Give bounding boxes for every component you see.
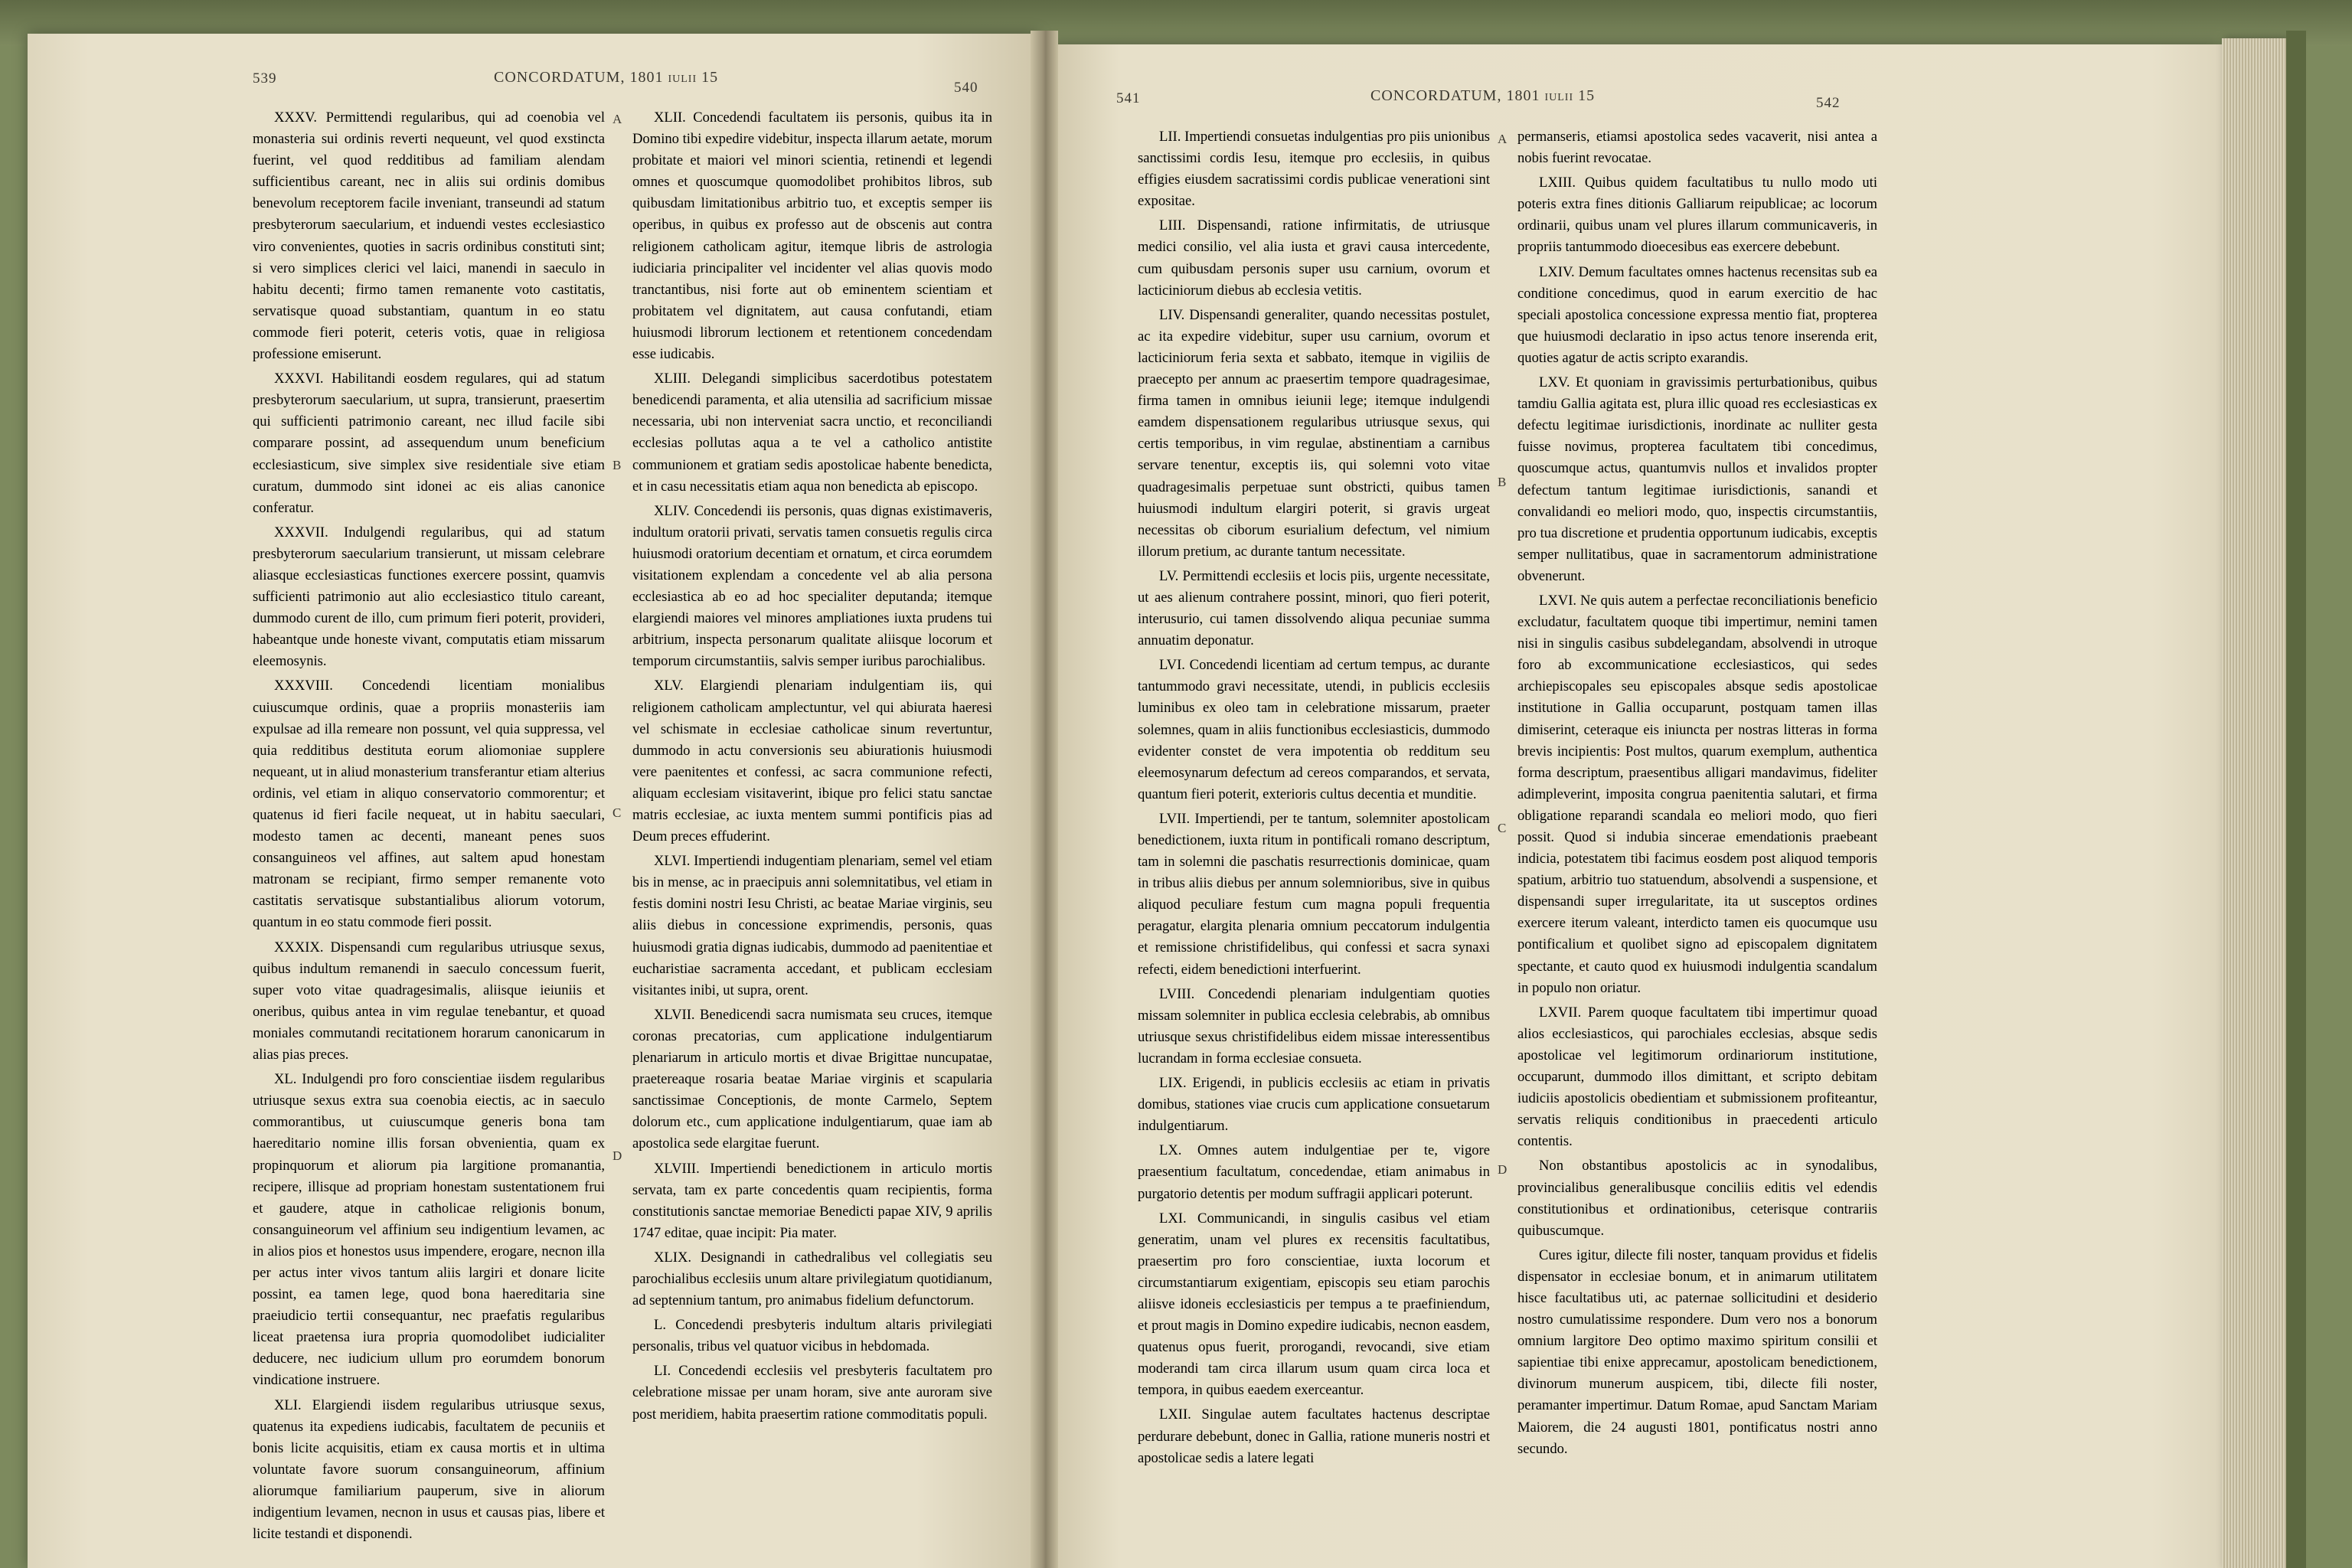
article-paragraph: XLVII. Benedicendi sacra numismata seu cruces, itemque coronas precatorias, cum applicatione indulgentiarum plenariarum in articulo mortis et divae Brigittae nuncupatae, praetereaque rosaria beatae Mariae virginis et scapularia sanctissimae Conceptionis, de monte Carmelo, Septem dolorum etc., cum applicatione indulgentiarum, quae iam ab apostolica sede elargitae fuerunt.: [632, 1006, 992, 1152]
article-paragraph: LXI. Communicandi, in singulis casibus vel etiam generatim, unam vel plures ex recensitis facultatibus, praesertim pro foro conscientiae, iuxta locorum et circumstantiarum exigentiam, episcopis seu etiam parochis aliisve idoneis ecclesiasticis per tempus a te praefiniendum, et prout magis in Domino expedire iudicabis, necnon easdem, quatenus opus fuerit, prorogandi, revocandi, sive etiam moderandi tam circa illarum usum quam circa loca et tempora, in quibus eaedem exerceantur.: [1138, 1210, 1490, 1399]
article-paragraph: XXXVI. Habilitandi eosdem regulares, qui ad statum presbyterorum saecularium, ut supra, transierunt, praesertim qui sufficienti patrimonio careant, nec illud facile sibi comparare possint, ad assequendum unum beneficium ecclesiasticum, sive simplex sive residentiale sive etiam curatum, dummodo sint idonei ac eis alias canonice conferatur.: [253, 371, 605, 516]
right-page-column-2: [1517, 126, 1877, 1516]
page-fore-edge: [2222, 38, 2286, 1568]
article-paragraph: XLIX. Designandi in cathedralibus vel collegiatis seu parochialibus ecclesiis unum altare privilegiatum quotidianum, ad septennium tantum, pro animabus fidelium defunctorum.: [632, 1249, 992, 1309]
page-number-541: 541: [1116, 90, 1141, 106]
running-title-left: CONCORDATUM, 1801 iulii 15: [494, 69, 719, 86]
article-paragraph: LVI. Concedendi licentiam ad certum tempus, ac durante tantummodo gravi necessitate, utendi, in publicis ecclesiis luminibus ex oleo tam in celebratione missarum, praeter solemnes, quam in aliis functionibus ecclesiasticis, dummodo evidenter constet de vera impotentia ob redditum seu eleemosynarum defectum ad cereos comparandos, et servata, quantum fieri poterit, exterioris cultus decentia et munditie.: [1138, 657, 1490, 802]
article-paragraph: XLIII. Delegandi simplicibus sacerdotibus potestatem benedicendi paramenta, et alia utensilia ad sacrificium missae necessaria, ubi non interveniat sacra unctio, et reconciliandi ecclesias pollutas aqua a te vel a catholico antistite communionem et gratiam sedis apostolicae habente benedicta, et in casu necessitatis etiam aqua non benedicta ab episcopo.: [632, 371, 992, 495]
article-paragraph: XLIV. Concedendi iis personis, quas dignas existimaveris, indultum oratorii privati, servatis tamen consuetis regulis circa huiusmodi oratorium decentiam et ornatum, et circa eorumdem visitationem explendam a concedente vel ab alia persona ecclesiastica ab eo ad hoc specialiter deputanda; itemque elargiendi maiores vel minores ampliationes iuxta prudens tui arbitrium, inspecta personarum qualitate aliisque locorum et temporum circumstantiis, salvis semper iuribus parochialibus.: [632, 502, 992, 670]
page-number-542: 542: [1816, 95, 1841, 111]
article-paragraph: LX. Omnes autem indulgentiae per te, vigore praesentium facultatum, concedendae, etiam animabus in purgatorio detentis per modum suffragii applicari poterunt.: [1138, 1142, 1490, 1202]
right-page-column-1: [1138, 126, 1490, 1516]
left-page-column-2: [632, 107, 992, 1516]
article-paragraph: LXVII. Parem quoque facultatem tibi impertimur quoad alios ecclesiasticos, qui parochiales ecclesias, absque sedis apostolicae vel legitimorum ordinariorum institutione, occuparunt, dummodo illos dimittant, et scripto debitam iudiciis apostolicis obedientiam et submissionem profiteantur, servatis reliquis conditionibus in praecedenti articulo contentis.: [1517, 1004, 1877, 1150]
article-paragraph: XLVIII. Impertiendi benedictionem in articulo mortis servata, tam ex parte concedentis quam recipientis, forma constitutionis sanctae memoriae Benedicti papae XIV, 9 aprilis 1747 editae, quae incipit: Pia mater.: [632, 1160, 992, 1241]
margin-letter-d-left: D: [612, 1148, 622, 1163]
article-paragraph-continued: permanseris, etiamsi apostolica sedes vacaverit, nisi antea a nobis fuerint revocatae.: [1517, 129, 1877, 167]
article-paragraph: LIII. Dispensandi, ratione infirmitatis, de utriusque medici consilio, vel alia iusta et gravi causa intercedente, cum quibusdam personis super usu carnium, ovorum et lacticiniorum diebus ab ecclesia vetitis.: [1138, 217, 1490, 299]
article-paragraph: LIX. Erigendi, in publicis ecclesiis ac etiam in privatis domibus, stationes viae crucis cum applicatione consuetarum indulgentiarum.: [1138, 1075, 1490, 1135]
article-paragraph: XXXIX. Dispensandi cum regularibus utriusque sexus, quibus indultum remanendi in saeculo concessum fuerit, super voto vitae quadragesimalis, aliisque ieiuniis et oneribus, quibus antea in vim regulae tenebantur, et quoad moniales commutandi recitationem horarum canonicarum in alias pias preces.: [253, 939, 605, 1063]
article-paragraph: LII. Impertiendi consuetas indulgentias pro piis unionibus sanctissimi cordis Iesu, itemque pro ecclesiis, in quibus effigies eiusdem sacratissimi cordis publicae venerationi sint expositae.: [1138, 129, 1490, 210]
article-paragraph: XXXVIII. Concedendi licentiam monialibus cuiuscumque ordinis, quae a propriis monasteriis iam expulsae ad illa remeare non possunt, vel quia suppressa, vel quia redditibus destituta eorum aliomoniae supplere nequeant, ut in aliud monasterium transferantur etiam alterius ordinis, vel etiam in aliquo conservatorio commorentur; et quatenus id fieri facile nequeat, ut in habitu saeculari, modesto tamen ac decenti, maneant penes suos consanguineos vel affines, aut saltem apud honestam matronam se recipiant, firmo semper remanente voto castitatis servatisque substantialibus aliorum votorum, quantum in eo statu commode fieri possit.: [253, 678, 605, 931]
margin-letter-c-left: C: [612, 805, 622, 820]
article-paragraph: XLVI. Impertiendi indugentiam plenariam, semel vel etiam bis in mense, ac in praecipuis anni solemnitatibus, vel etiam in festis domini nostri Iesu Christi, ac beatae Mariae virginis, seu aliis diebus in concessione exprimendis, personis, quas huiusmodi gratia dignas iudicabis, dummodo ad paenitentiae et eucharistiae sacramenta accedant, et publicam ecclesiam visitantes inibi, ut supra, orent.: [632, 853, 992, 998]
page-number-539: 539: [253, 70, 277, 87]
margin-letter-b-left: B: [612, 458, 622, 472]
margin-letter-d-right: D: [1498, 1162, 1508, 1177]
article-paragraph: XLI. Elargiendi iisdem regularibus utriusque sexus, quatenus ita expediens iudicabis, facultatem de pecuniis et bonis licite acquisitis, etiam ex causa mortis et in ultima voluntate favore suorum consanguineorum, affinium aliorumque familiarium pauperum, sive in aliorum indigentium levamen, necnon in usus et causas pias, libere et licite testandi et disponendi.: [253, 1396, 605, 1543]
margin-letter-a-right: A: [1498, 132, 1508, 146]
margin-letter-b-right: B: [1498, 475, 1507, 489]
article-paragraph: Cures igitur, dilecte fili noster, tanquam providus et fidelis dispensator in ecclesiae bonum, et in animarum utilitatem hisce facultatibus uti, ac paternae sollicitudini et desiderio nostro cumulatissime respondere. Dum vero nos a bonorum omnium largitore Deo optimo maximo spiritum consilii et sapientiae tibi enixe apprecamur, apostolicam benedictionem, divinorum munerum auspicem, tibi, dilecte fili noster, peramanter impertimur. Datum Romae, apud Sanctam Mariam Maiorem, die 24 augusti 1801, pontificatus nostri anno secundo.: [1517, 1246, 1877, 1457]
book-gutter: [1031, 31, 1058, 1568]
article-paragraph: LVII. Impertiendi, per te tantum, solemniter apostolicam benedictionem, iuxta ritum in pontificali romano descriptum, tam in solemni die paschatis resurrectionis dominicae, quam in tribus aliis diebus per annum solemnioribus, sive in quibus aliquod peculiare festum cum magna populi frequentia peragatur, elargita plenaria omnium peccatorum indulgentia et remissione christifidelibus, qui confessi et sacra synaxi refecti, eidem benedictioni interfuerint.: [1138, 810, 1490, 978]
book-cover-edge: [2286, 31, 2306, 1568]
article-paragraph: LVIII. Concedendi plenariam indulgentiam quoties missam solemniter in publica ecclesia celebrabis, ab omnibus utriusque sexus christifidelibus eidem missae interessentibus lucrandam in forma ecclesiae consueta.: [1138, 985, 1490, 1067]
article-paragraph: LXII. Singulae autem facultates hactenus descriptae perdurare debebunt, donec in Gallia, ratione muneris nostri et apostolicae sedis a latere legati: [1138, 1406, 1490, 1466]
left-page-column-1: [253, 107, 605, 1543]
article-paragraph: LIV. Dispensandi generaliter, quando necessitas postulet, ac ita expedire videbitur, super usu carnium, ovorum et lacticiniorum feria sexta et sabbato, itemque in vigiliis de praecepto per annum ac praesertim tempore quadragesimae, firma tamen in omnibus ieiunii lege; itemque indulgendi eamdem dispensationem regularibus utriusque sexus, qui certis temporibus, in vim regulae, abstinentiam a carnibus servare tenentur, exceptis iis, qui solemni voto vitae quadragesimalis perpetuae sunt obstricti, quibus tamen huiusmodi indultum elargiri poterit, si gravis urgeat necessitas ob ciborum esurialium defectum, vel nimium illorum pretium, ac durante tantum necessitate.: [1138, 306, 1490, 560]
running-title-right: CONCORDATUM, 1801 iulii 15: [1370, 87, 1596, 104]
article-paragraph: LI. Concedendi ecclesiis vel presbyteris facultatem pro celebratione missae per unam horam, sive ante auroram sive post meridiem, habita praesertim ratione commoditatis populi.: [632, 1363, 992, 1423]
article-paragraph: LV. Permittendi ecclesiis et locis piis, urgente necessitate, ut aes alienum contrahere possint, minori, quo fieri poterit, interusurio, cui tamen dissolvendo aliqua pecuniae summa annuatim deponatur.: [1138, 567, 1490, 649]
article-paragraph: LXIII. Quibus quidem facultatibus tu nullo modo uti poteris extra fines ditionis Galliarum reipublicae; ac locorum ordinarii, quibus unam vel plures illarum communicaveris, in propriis tantummodo dioecesibus eas exercere debebunt.: [1517, 175, 1877, 256]
article-paragraph: XLV. Elargiendi plenariam indulgentiam iis, qui religionem catholicam amplectuntur, vel qui abiurata haeresi vel schismate in ecclesiae catholicae sinum revertuntur, dummodo in actu conversionis seu abiurationis huiusmodi vere paenitentes et confessi, ac sacra communione refecti, aliquam ecclesiam visitaverint, ibique pro felici statu sanctae matris ecclesiae, ac iuxta mentem summi pontificis pias ad Deum preces effuderint.: [632, 678, 992, 845]
article-paragraph: Non obstantibus apostolicis ac in synodalibus, provincialibus generalibusque conciliis editis vel edendis constitutionibus et ordinationibus, ceterisque contrariis quibuscumque.: [1517, 1158, 1877, 1239]
margin-letter-c-right: C: [1498, 821, 1507, 835]
article-paragraph: L. Concedendi presbyteris indultum altaris privilegiati personalis, tribus vel quatuor vicibus in hebdomada.: [632, 1317, 992, 1355]
article-paragraph: XLII. Concedendi facultatem iis personis, quibus ita in Domino tibi expedire videbitur, inspecta illarum aetate, morum probitate et maiori vel minori scientia, retinendi et legendi omnes et quoscumque quomodolibet prohibitos libros, sub quibusdam limitationibus arbitrio tuo, et exceptis semper iis operibus, in quibus ex professo aut de obscenis aut contra religionem catholicam agitur, itemque libris de astrologia iudiciaria principaliter vel incidenter vel alias quovis modo tranctantibus, nisi forte aut ob eminentem scientiam et probitatem vel dignitatem, aut causa confutandi, etiam huiusmodi librorum lectionem et retentionem concedendam esse iudicabis.: [632, 109, 992, 363]
article-paragraph: XL. Indulgendi pro foro conscientiae iisdem regularibus utriusque sexus extra sua coenobia eiectis, ac in saeculo commorantibus, ut cuiuscumque generis bona tam haereditario nomine illis forsan obvenientia, quam ex propinquorum et aliorum pia largitione promanantia, recipere, illisque ad propriam honestam sustentationem frui et gaudere, atque in catholicae religionis bonum, consanguineorum vel affinium seu indigentium levamen, ac in alios pios et honestos usus impendere, erogare, necnon illa per actus inter vivos tantum aliis largiri et donare licite possint, ea tamen lege, quod bona haereditaria sine praeiudicio tertii consequantur, nec praefatis regularibus liceat praetensa iura propria quomodolibet iudicialiter deducere, nec iudicium ullum pro eorumdem bonorum vindicatione instruere.: [253, 1071, 605, 1389]
article-paragraph: LXVI. Ne quis autem a perfectae reconciliationis beneficio excludatur, facultatem quoque tibi impertimur, nemini tamen nisi in singulis casibus subdelegandam, absolvendi in utroque foro ab excommunicatione ecclesiasticos, qui sedes archiepiscopales seu episcopales absque sedis apostolicae institutione in Gallia occuparunt, postquam tamen illas dimiserint, ceteraque eis iniuncta per nostras litteras in forma brevis incipientis: Post multos, quarum exemplum, authentica forma descriptum, praesentibus alligari mandavimus, fideliter adimpleverint, imposita congrua paenitentia salutari, et firma obligatione reparandi scandala eo meliori modo, quo fieri possit. Quod si indubia sincerae emendationis praebeant indicia, potestatem tibi facimus eosdem post aliquod temporis spatium, arbitrio tuo statuendum, absolvendi a suspensione, et dispensandi super irregularitate, ita ut susceptos ordines exercere iterum valeant, interdicto tamen eis quocumque usu pontificalium et quolibet signo ad episcopalem dignitatem spectante, et cauto quod ex huiusmodi indulgentia scandalum in populo non oriatur.: [1517, 592, 1877, 996]
article-paragraph: XXXVII. Indulgendi regularibus, qui ad statum presbyterorum saecularium transierunt, ut missam celebrare aliasque ecclesiasticas functiones exercere possint, quamvis sufficienti patrimonio aut alio ecclesiastico titulo careant, dummodo curent de illo, cum primum fieri poterit, provideri, habeantque unde honeste vivant, computatis etiam missarum eleemosynis.: [253, 524, 605, 670]
article-paragraph: LXIV. Demum facultates omnes hactenus recensitas sub ea conditione concedimus, quod in earum exercitio de hac speciali apostolica concessione expressa mentio fiat, propterea que huiusmodi declaratio in ipso actus tenore inserenda erit, quoties agatur de actis scripto exarandis.: [1517, 263, 1877, 366]
margin-letter-a-left: A: [612, 112, 622, 126]
page-number-540: 540: [954, 80, 978, 96]
article-paragraph: LXV. Et quoniam in gravissimis perturbationibus, quibus tamdiu Gallia agitata est, plura illic quoad res ecclesiasticas ex defectu legitimae iurisdictionis, inordinate ac nulliter gesta fuisse novimus, propterea facultatem tibi concedimus, quoscumque actus, quantumvis nullos et invalidos propter defectum tantum legitimae iurisdictionis, sanandi et convalidandi eo meliori modo, quo, inspectis circumstantiis, pro tua discretione et prudentia opportunum iudicabis, exceptis semper nullitatibus, quae in sacramentorum administratione obvenerunt.: [1517, 374, 1877, 584]
article-paragraph: XXXV. Permittendi regularibus, qui ad coenobia vel monasteria sui ordinis reverti nequeunt, vel quod exstincta fuerint, vel quod redditibus ad familiam alendam sufficientibus careant, nec in aliis sui ordinis domibus benevolum receptorem facile inveniant, transeundi ad statum presbyterorum saecularium, et induendi vestes ecclesiastico viro convenientes, quoties in sacris ordinibus constituti sint; si vero simplices clerici vel laici, manendi in saeculo in habitu decenti; firmo tamen remanente voto castitatis, servatisque quoad substantiam, quantum in eo statu commode fieri poterit, ceteris votis, quae in religiosa professione emiserunt.: [253, 109, 605, 363]
